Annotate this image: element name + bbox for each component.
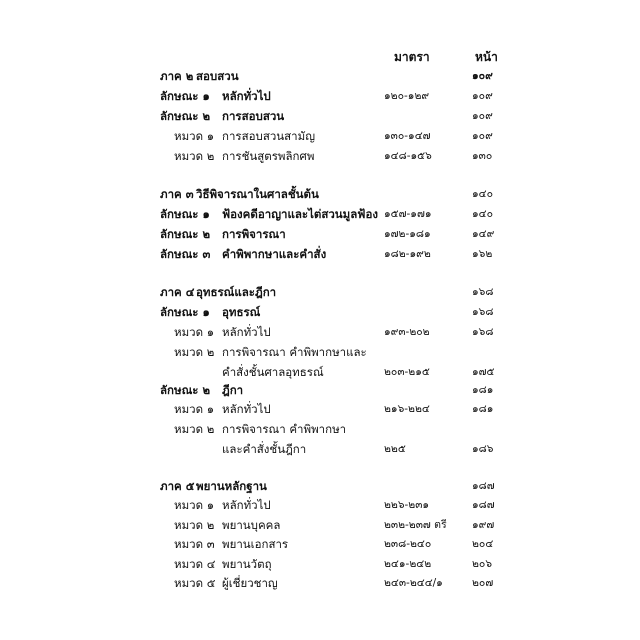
page-number: ๑๔๐ xyxy=(472,188,494,200)
toc-part-row xyxy=(0,67,640,86)
page-number: ๒๐๖ xyxy=(472,558,492,570)
division-title: พยานวัตถุ xyxy=(222,557,272,571)
chapter-label: ลักษณะ ๒ xyxy=(160,383,211,397)
section-range: ๒๒๕ xyxy=(384,443,406,455)
chapter-title: อุทธรณ์ xyxy=(222,305,261,319)
section-range: ๒๐๓-๒๑๕ xyxy=(384,366,430,378)
part-title: อุทธรณ์และฎีกา xyxy=(196,285,277,299)
division-title: การพิจารณา คำพิพากษา xyxy=(222,422,347,436)
toc-part-row xyxy=(0,185,640,204)
chapter-title: ฎีกา xyxy=(222,383,244,397)
division-title: พยานเอกสาร xyxy=(222,537,289,551)
toc-header xyxy=(0,48,640,67)
division-title: หลักทั่วไป xyxy=(222,402,271,416)
division-title-continued: และคำสั่งชั้นฎีกา xyxy=(222,442,307,456)
page-number: ๑๖๘ xyxy=(472,306,494,318)
division-label: หมวด ๒ xyxy=(174,422,215,436)
page-number: ๑๘๖ xyxy=(472,443,494,455)
toc-division-row xyxy=(0,343,640,362)
section-range: ๑๗๒-๑๘๑ xyxy=(384,228,431,240)
chapter-title: คำพิพากษาและคำสั่ง xyxy=(222,247,327,261)
page-number: ๑๘๗ xyxy=(472,499,495,511)
division-title: การพิจารณา คำพิพากษาและ xyxy=(222,345,367,359)
section-column-header: มาตรา xyxy=(394,50,430,64)
toc-division-row xyxy=(0,535,640,554)
division-label: หมวด ๒ xyxy=(174,149,215,163)
toc-division-row xyxy=(0,516,640,535)
division-label: หมวด ๑ xyxy=(174,325,215,339)
division-label: หมวด ๓ xyxy=(174,537,215,551)
division-label: หมวด ๒ xyxy=(174,345,215,359)
page-number: ๒๐๗ xyxy=(472,577,494,589)
part-title: สอบสวน xyxy=(196,69,239,83)
page-number: ๑๗๕ xyxy=(472,366,495,378)
toc-part-row xyxy=(0,283,640,302)
part-title: พยานหลักฐาน xyxy=(196,479,267,493)
page-number: ๒๐๔ xyxy=(472,538,494,550)
chapter-label: ลักษณะ ๑ xyxy=(160,89,210,103)
section-range: ๒๑๖-๒๒๔ xyxy=(384,403,430,415)
page-number: ๑๘๑ xyxy=(472,403,494,415)
toc-continuation-row xyxy=(0,363,640,382)
toc-division-row xyxy=(0,420,640,439)
chapter-title: ฟ้องคดีอาญาและไต่สวนมูลฟ้อง xyxy=(222,207,378,221)
chapter-label: ลักษณะ ๑ xyxy=(160,305,210,319)
chapter-title: การพิจารณา xyxy=(222,227,286,241)
toc-division-row xyxy=(0,127,640,146)
toc-chapter-row xyxy=(0,205,640,224)
part-label: ภาค ๔ xyxy=(160,285,195,299)
toc-chapter-row xyxy=(0,225,640,244)
division-title: การสอบสวนสามัญ xyxy=(222,129,316,143)
part-label: ภาค ๕ xyxy=(160,479,195,493)
chapter-label: ลักษณะ ๒ xyxy=(160,109,211,123)
page-number: ๑๙๗ xyxy=(472,519,495,531)
chapter-title: หลักทั่วไป xyxy=(222,89,271,103)
part-label: ภาค ๓ xyxy=(160,187,194,201)
section-range: ๑๓๐-๑๔๗ xyxy=(384,130,431,142)
toc-division-row xyxy=(0,323,640,342)
chapter-label: ลักษณะ ๓ xyxy=(160,247,211,261)
page-number: ๑๐๙ xyxy=(472,90,493,102)
division-title: หลักทั่วไป xyxy=(222,325,271,339)
section-range: ๑๒๐-๑๒๙ xyxy=(384,90,430,102)
toc-continuation-row xyxy=(0,440,640,459)
division-title: ผู้เชี่ยวชาญ xyxy=(222,576,278,590)
division-title: การชันสูตรพลิกศพ xyxy=(222,149,315,163)
section-range: ๑๘๒-๑๙๒ xyxy=(384,248,431,260)
section-range: ๒๓๒-๒๓๗ ตรี xyxy=(384,519,447,531)
section-range: ๑๕๗-๑๗๑ xyxy=(384,208,432,220)
toc-chapter-row xyxy=(0,245,640,264)
page-number: ๑๘๑ xyxy=(472,384,494,396)
toc-chapter-row xyxy=(0,87,640,106)
division-label: หมวด ๑ xyxy=(174,402,215,416)
page-number: ๑๐๙ xyxy=(472,130,493,142)
part-title: วิธีพิจารณาในศาลชั้นต้น xyxy=(196,187,319,201)
page-number: ๑๔๙ xyxy=(472,228,495,240)
division-label: หมวด ๑ xyxy=(174,498,215,512)
chapter-title: การสอบสวน xyxy=(222,109,285,123)
division-label: หมวด ๔ xyxy=(174,557,216,571)
chapter-label: ลักษณะ ๒ xyxy=(160,227,211,241)
chapter-label: ลักษณะ ๑ xyxy=(160,207,210,221)
page-number: ๑๘๗ xyxy=(472,480,495,492)
page-number: ๑๖๒ xyxy=(472,248,493,260)
page-number: ๑๐๙ xyxy=(472,110,493,122)
page-column-header: หน้า xyxy=(475,50,498,64)
page-number: ๑๓๐ xyxy=(472,150,493,162)
section-range: ๒๒๖-๒๓๑ xyxy=(384,499,430,511)
division-title-continued: คำสั่งชั้นศาลอุทธรณ์ xyxy=(222,365,324,379)
section-range: ๑๔๘-๑๕๖ xyxy=(384,150,432,162)
division-title: พยานบุคคล xyxy=(222,518,281,532)
toc-division-row xyxy=(0,555,640,574)
division-label: หมวด ๕ xyxy=(174,576,216,590)
toc-division-row xyxy=(0,496,640,515)
page-number: ๑๐๙ xyxy=(472,70,493,82)
toc-division-row xyxy=(0,400,640,419)
division-title: หลักทั่วไป xyxy=(222,498,271,512)
section-range: ๑๙๓-๒๐๒ xyxy=(384,326,430,338)
division-label: หมวด ๑ xyxy=(174,129,215,143)
page-number: ๑๔๐ xyxy=(472,208,494,220)
section-range: ๒๓๘-๒๔๐ xyxy=(384,538,432,550)
page-number: ๑๖๘ xyxy=(472,286,494,298)
toc-part-row xyxy=(0,477,640,496)
page-number: ๑๖๘ xyxy=(472,326,494,338)
toc-chapter-row xyxy=(0,107,640,126)
toc-division-row xyxy=(0,574,640,593)
toc-division-row xyxy=(0,147,640,166)
section-range: ๒๔๓-๒๔๔/๑ xyxy=(384,577,443,589)
division-label: หมวด ๒ xyxy=(174,518,215,532)
toc-chapter-row xyxy=(0,303,640,322)
part-label: ภาค ๒ xyxy=(160,69,194,83)
toc-chapter-row xyxy=(0,381,640,400)
section-range: ๒๔๑-๒๔๒ xyxy=(384,558,432,570)
